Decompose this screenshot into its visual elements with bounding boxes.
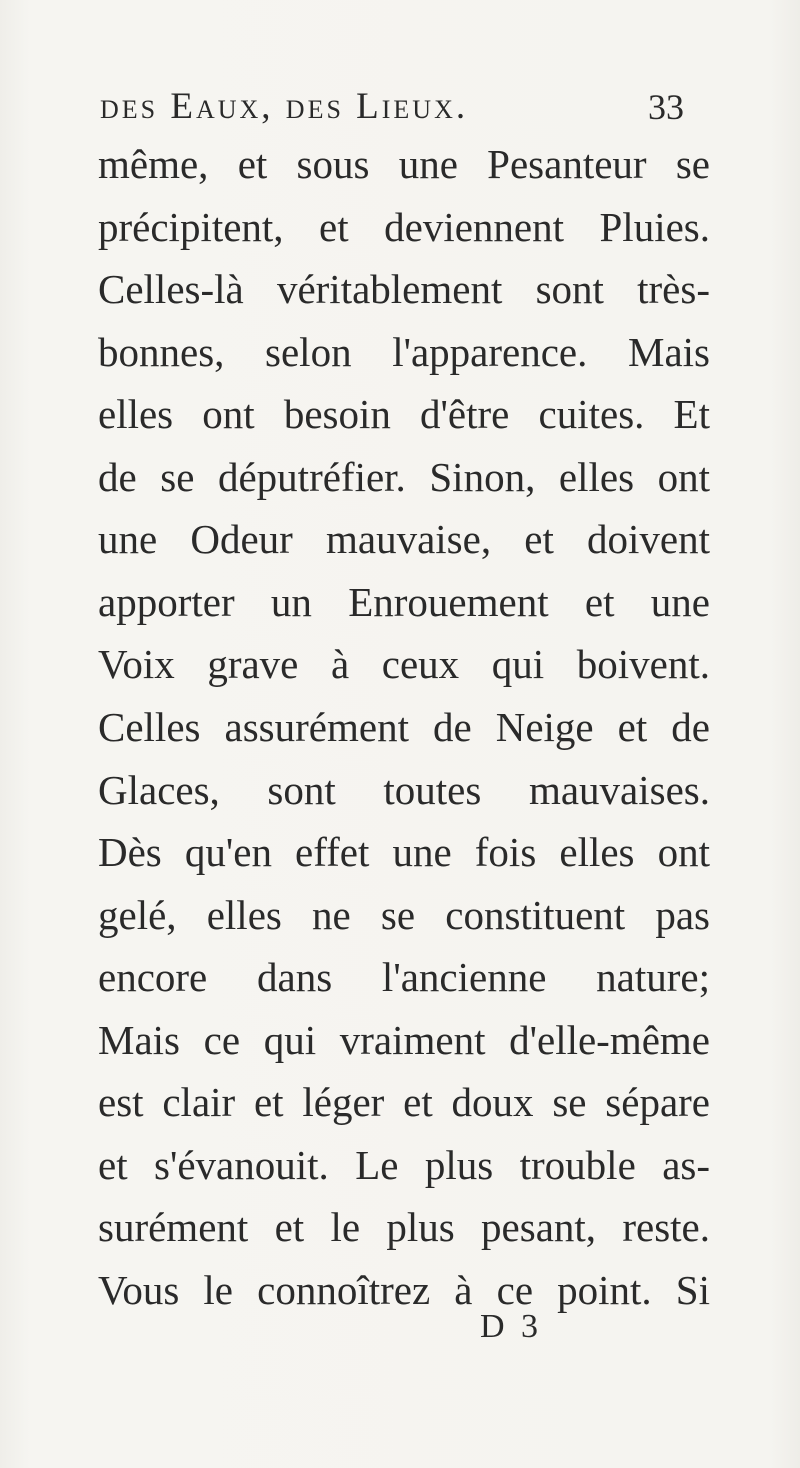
text-line-4: bonnes, selon l'apparence. Mais xyxy=(98,329,710,375)
text-line-2: précipitent, et deviennent Pluies. xyxy=(98,204,710,250)
text-line-3: Celles-là véritablement sont très- xyxy=(98,266,710,312)
text-line-11: Glaces, sont toutes mauvaises. xyxy=(98,767,710,813)
text-line-9: Voix grave à ceux qui boivent. xyxy=(98,641,710,687)
text-line-1: même, et sous une Pesanteur se xyxy=(98,141,710,187)
text-line-13: gelé, elles ne se constituent pas xyxy=(98,892,710,938)
text-line-19: Vous le connoîtrez à ce point. Si xyxy=(98,1267,710,1313)
page-number: 33 xyxy=(648,87,684,127)
text-line-18: surément et le plus pesant, reste. xyxy=(98,1204,710,1250)
text-line-8: apporter un Enrouement et une xyxy=(98,579,710,625)
text-line-16: est clair et léger et doux se sépare xyxy=(98,1079,710,1125)
running-title: des Eaux, des Lieux. xyxy=(100,86,469,127)
text-line-10: Celles assurément de Neige et de xyxy=(98,704,710,750)
text-line-5: elles ont besoin d'être cuites. Et xyxy=(98,391,710,437)
text-line-15: Mais ce qui vraiment d'elle-même xyxy=(98,1017,710,1063)
text-line-6: de se députréfier. Sinon, elles ont xyxy=(98,454,710,500)
signature-mark: D 3 xyxy=(480,1308,543,1345)
text-line-17: et s'évanouit. Le plus trouble as- xyxy=(98,1142,710,1188)
text-line-14: encore dans l'ancienne nature; xyxy=(98,954,710,1000)
text-line-12: Dès qu'en effet une fois elles ont xyxy=(98,829,710,875)
text-line-7: une Odeur mauvaise, et doivent xyxy=(98,516,710,562)
